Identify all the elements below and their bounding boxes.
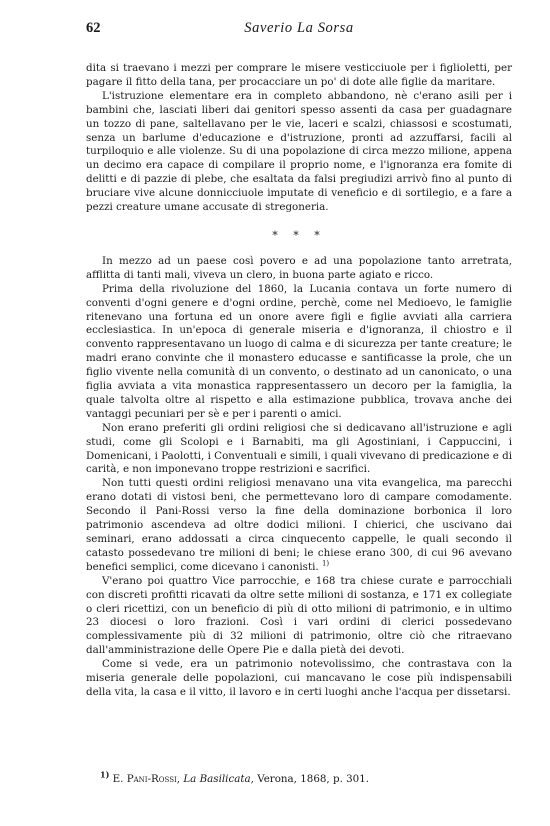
paragraph-text: Non tutti questi ordini religiosi menavano una vita evangelica, ma parecchi erano dotati di vistosi beni, che permettevano loro di campare comodamente. Secondo il Pani-Rossi verso la fine della dominazione borbonica il loro patrimonio ascendeva ad oltre dodici milioni. I chierici, che uscivano dai seminari, erano addossati a circa cinquecento cappelle, le quali secondo il catasto possedevano tre milioni di beni; le chiese erano 300, di cui 96 avevano benefici semplici, come dicevano i canonisti. bbox=[86, 477, 512, 573]
section-separator: * * * bbox=[272, 228, 326, 242]
footnote bbox=[100, 769, 512, 786]
footnote-reference[interactable]: 1) bbox=[321, 559, 330, 568]
main-text bbox=[86, 62, 512, 700]
footnote-mark: 1) bbox=[100, 769, 110, 780]
paragraph: dita si traevano i mezzi per comprare le misere vesticciuole per i figlioletti, per pagare il fitto della tana, per procacciare un po' di dote alle figlie da maritare. bbox=[86, 62, 512, 88]
running-title: Saverio La Sorsa bbox=[244, 20, 354, 36]
paragraph: V'erano poi quattro Vice parrocchie, e 168 tra chiese curate e parrocchiali con discreti profitti ricavati da oltre sette milioni di sostanza, e 171 ex collegiate o cleri ricettizi, con un beneficio di più di otto milioni di patrimonio, e in ultimo 23 diocesi o loro frazioni. Così i vari ordini di clerici possedevano complessivamente più di 32 milioni di patrimonio, oltre ciò che ritraevano dall'amministrazione delle Opere Pie e dalla pietà dei devoti. bbox=[86, 574, 512, 657]
page-header bbox=[86, 20, 512, 42]
paragraph: Non erano preferiti gli ordini religiosi che si dedicavano all'istruzione e agli studi, come gli Scolopi e i Barnabiti, ma gli Agostiniani, i Cappuccini, i Domenicani, i Paolotti, i Conventuali e simili, i quali vivevano di predicazione e di carità, e non imponevano troppe restrizioni e sacrifici. bbox=[86, 421, 512, 476]
footnote-citation: Verona, 1868, p. 301. bbox=[257, 773, 370, 785]
paragraph: Come si vede, era un patrimonio notevolissimo, che contrastava con la miseria generale delle popolazioni, cui mancavano le cose più indispensabili della vita, la casa e il vitto, il lavoro e in certi luoghi anche l'acqua per dissetarsi. bbox=[86, 658, 512, 698]
page-number: 62 bbox=[86, 20, 101, 36]
paragraph-with-footnote bbox=[86, 477, 512, 574]
footnote-work-title: La Basilicata, bbox=[183, 773, 254, 785]
paragraph: In mezzo ad un paese così povero e ad una popolazione tanto arretrata, afflitta di tanti mali, viveva un clero, in buona parte agiato e ricco. bbox=[86, 254, 512, 281]
paragraph: Prima della rivoluzione del 1860, la Lucania contava un forte numero di conventi d'ogni genere e d'ogni ordine, perchè, come nel Medioevo, le famiglie ritenevano una fortuna ed un onore avere figli e figlie avviati alla carriera ecclesiastica. In un'epoca di generale miseria e d'ignoranza, il chiostro e il convento rappresentavano un luogo di calma e di sicurezza per tante creature; le madri erano convinte che il monastero educasse e santificasse la prole, che un figlio vivente nella comunità di un convento, o destinato ad un canonicato, o una figlia avviata a vita monastica rappresentassero un decoro per la famiglia, la quale talvolta oltre al rispetto e alla estimazione pubblica, trovava anche dei vantaggi pecuniari per sè e per i parenti o amici. bbox=[86, 282, 512, 420]
paragraph: L'istruzione elementare era in completo abbandono, nè c'erano asili per i bambini che, lasciati liberi dai genitori spesso assenti da casa per guadagnare un tozzo di pane, saltellavano per le vie, laceri e scalzi, chiassosi e scostumati, senza un barlume d'educazione e d'istruzione, pronti ad azzuffarsi, facili al turpiloquio e alle violenze. Su di una popolazione di circa mezzo milione, appena un decimo era capace di compilare il proprio nome, e l'ignoranza era fomite di delitti e di pazzie di plebe, che esaltata da falsi pregiudizi arrivò fino al punto di bruciare vive alcune donnicciuole imputate di veneficio e di sortilegio, e a fare a pezzi creature umane accusate di stregoneria. bbox=[86, 89, 512, 214]
footnote-author: E. Pani-Rossi, bbox=[112, 773, 181, 785]
